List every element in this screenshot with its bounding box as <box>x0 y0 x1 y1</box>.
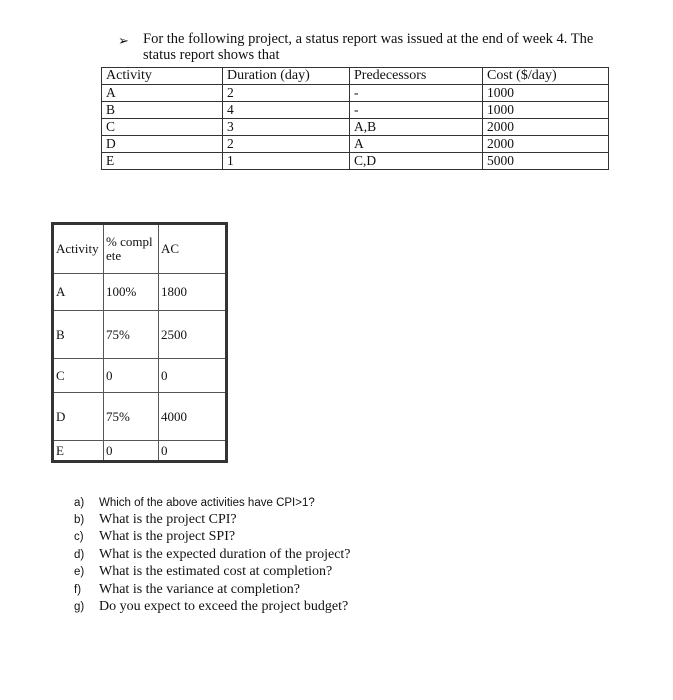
table-row <box>53 441 227 462</box>
list-item <box>74 511 474 528</box>
column-header: Predecessors <box>350 68 483 85</box>
question-marker: c) <box>74 531 84 544</box>
table-cell: 75% <box>104 311 159 359</box>
table-header-row <box>102 68 609 85</box>
project-activity-table <box>101 67 609 170</box>
column-header: Cost ($/day) <box>483 68 609 85</box>
list-item <box>74 529 474 546</box>
table-cell: 2000 <box>483 136 609 153</box>
table-row <box>102 153 609 170</box>
table-row <box>102 102 609 119</box>
table-cell: A <box>350 136 483 153</box>
list-item <box>74 564 474 581</box>
list-item <box>74 581 474 598</box>
question-text: Which of the above activities have CPI>1? <box>99 496 315 509</box>
list-item <box>74 546 474 563</box>
question-text: What is the project CPI? <box>99 512 237 528</box>
table-cell: D <box>53 393 104 441</box>
table-cell: E <box>53 441 104 462</box>
column-header: Duration (day) <box>223 68 350 85</box>
question-marker: b) <box>74 514 85 527</box>
table-cell: A,B <box>350 119 483 136</box>
table-row <box>102 85 609 102</box>
table-cell: C <box>102 119 223 136</box>
table-cell: B <box>102 102 223 119</box>
question-marker: d) <box>74 548 85 561</box>
table-cell: - <box>350 85 483 102</box>
table-cell: 2000 <box>483 119 609 136</box>
table-cell: 0 <box>159 441 227 462</box>
table-cell: 2 <box>223 85 350 102</box>
table-cell: 1000 <box>483 85 609 102</box>
question-list <box>74 494 474 616</box>
table-cell: 3 <box>223 119 350 136</box>
table-cell: 1 <box>223 153 350 170</box>
column-header: Activity <box>102 68 223 85</box>
column-header: % complete <box>104 224 159 274</box>
table-cell: A <box>102 85 223 102</box>
table-cell: D <box>102 136 223 153</box>
table-header-row <box>53 224 227 274</box>
table-cell: 0 <box>104 359 159 393</box>
table-row <box>53 393 227 441</box>
table-row <box>102 136 609 153</box>
column-header: Activity <box>53 224 104 274</box>
intro-paragraph: For the following project, a status report was issued at the end of week 4. The status report shows that <box>143 31 594 63</box>
question-marker: f) <box>74 583 82 596</box>
table-cell: - <box>350 102 483 119</box>
question-text: Do you expect to exceed the project budget? <box>99 599 349 615</box>
table-cell: 1000 <box>483 102 609 119</box>
table-cell: 100% <box>104 274 159 311</box>
table-cell: 0 <box>159 359 227 393</box>
question-text: What is the project SPI? <box>99 529 236 545</box>
table-cell: 5000 <box>483 153 609 170</box>
table-cell: 4 <box>223 102 350 119</box>
question-marker: g) <box>74 601 85 614</box>
table-cell: A <box>53 274 104 311</box>
question-marker: a) <box>74 496 85 509</box>
table-row <box>53 274 227 311</box>
table-cell: B <box>53 311 104 359</box>
table-cell: 2500 <box>159 311 227 359</box>
question-text: What is the estimated cost at completion? <box>99 564 333 580</box>
table-row <box>102 119 609 136</box>
column-header: AC <box>159 224 227 274</box>
table-cell: C,D <box>350 153 483 170</box>
bullet-arrow-icon: ➢ <box>118 33 129 48</box>
table-cell: 2 <box>223 136 350 153</box>
table-cell: 0 <box>104 441 159 462</box>
question-marker: e) <box>74 566 85 579</box>
table-cell: 1800 <box>159 274 227 311</box>
status-report-table <box>51 222 228 463</box>
table-cell: 75% <box>104 393 159 441</box>
table-cell: 4000 <box>159 393 227 441</box>
list-item <box>74 598 474 615</box>
table-cell: C <box>53 359 104 393</box>
table-row <box>53 311 227 359</box>
list-item <box>74 494 474 511</box>
question-text: What is the expected duration of the project? <box>99 546 351 562</box>
table-row <box>53 359 227 393</box>
table-cell: E <box>102 153 223 170</box>
question-text: What is the variance at completion? <box>99 581 300 597</box>
